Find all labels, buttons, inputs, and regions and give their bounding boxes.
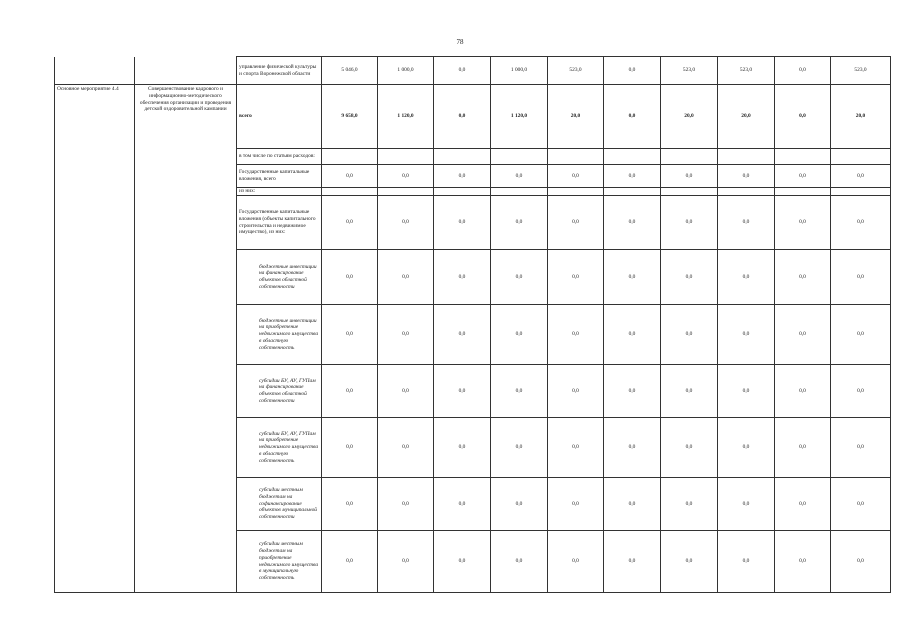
value-cell: 0,0 <box>604 531 661 593</box>
value-cell: 0,0 <box>604 365 661 418</box>
row-label: бюджетные инвестиции на приобретение недвижимого имущества в областную собственность <box>237 305 322 365</box>
value-cell: 0,0 <box>661 418 718 478</box>
value-cell: 0,0 <box>434 57 491 85</box>
value-cell: 0,0 <box>434 478 491 531</box>
value-cell: 0,0 <box>775 250 831 305</box>
table-row <box>55 85 891 149</box>
value-cell: 0,0 <box>378 196 434 250</box>
value-cell: 1 000,0 <box>378 57 434 85</box>
value-cell: 0,0 <box>604 85 661 149</box>
measure-name-cell-continued <box>135 57 237 85</box>
value-cell: 0,0 <box>378 531 434 593</box>
row-label: Государственные капитальные вложения (объекты капитального строительства и недвижимое имущество), из них: <box>237 196 322 250</box>
measure-name-cell: Совершенствование кадрового и информационно-методического обеспечения организации и проведения детской оздоровительной кампании <box>135 85 237 593</box>
value-cell: 0,0 <box>491 478 548 531</box>
value-cell: 0,0 <box>661 305 718 365</box>
value-cell: 0,0 <box>378 478 434 531</box>
value-cell: 0,0 <box>718 305 775 365</box>
value-cell: 523,0 <box>718 57 775 85</box>
value-cell: 0,0 <box>831 165 891 188</box>
value-cell: 0,0 <box>491 196 548 250</box>
value-cell: 0,0 <box>378 365 434 418</box>
value-cell: 0,0 <box>718 365 775 418</box>
value-cell: 0,0 <box>775 365 831 418</box>
value-cell: 1 120,0 <box>491 85 548 149</box>
value-cell: 0,0 <box>434 365 491 418</box>
value-cell: 0,0 <box>775 165 831 188</box>
value-cell: 0,0 <box>831 250 891 305</box>
value-cell: 0,0 <box>491 250 548 305</box>
value-cell: 0,0 <box>661 250 718 305</box>
value-cell: 0,0 <box>775 57 831 85</box>
value-cell: 1 120,0 <box>378 85 434 149</box>
value-cell: 0,0 <box>491 531 548 593</box>
row-label: бюджетные инвестиции на финансирование объектов областной собственности <box>237 250 322 305</box>
row-label: субсидии местным бюджетам на софинансирование объектов муниципальной собственности <box>237 478 322 531</box>
value-cell: 0,0 <box>604 305 661 365</box>
value-cell: 5 046,0 <box>322 57 378 85</box>
value-cell: 0,0 <box>322 250 378 305</box>
value-cell: 0,0 <box>434 196 491 250</box>
value-cell: 0,0 <box>831 305 891 365</box>
value-cell: 0,0 <box>775 531 831 593</box>
value-cell: 0,0 <box>718 165 775 188</box>
value-cell: 0,0 <box>775 305 831 365</box>
value-cell: 0,0 <box>661 196 718 250</box>
value-cell: 0,0 <box>548 305 604 365</box>
row-label: управление физической культуры и спорта Воронежской области <box>237 57 322 85</box>
value-cell: 0,0 <box>378 418 434 478</box>
value-cell: 0,0 <box>434 250 491 305</box>
value-cell: 0,0 <box>322 365 378 418</box>
row-label: в том числе по статьям расходов: <box>237 149 322 165</box>
value-cell: 0,0 <box>604 418 661 478</box>
value-cell: 20,0 <box>548 85 604 149</box>
value-cell: 0,0 <box>434 305 491 365</box>
value-cell: 0,0 <box>548 478 604 531</box>
value-cell: 1 000,0 <box>491 57 548 85</box>
table-row <box>55 57 891 85</box>
budget-table <box>54 56 891 593</box>
value-cell: 0,0 <box>661 531 718 593</box>
value-cell: 20,0 <box>831 85 891 149</box>
value-cell: 0,0 <box>718 196 775 250</box>
value-cell: 0,0 <box>718 478 775 531</box>
value-cell: 20,0 <box>718 85 775 149</box>
value-cell: 0,0 <box>491 165 548 188</box>
value-cell: 523,0 <box>661 57 718 85</box>
value-cell: 0,0 <box>378 250 434 305</box>
value-cell: 0,0 <box>548 165 604 188</box>
measure-cell-continued <box>55 57 135 85</box>
value-cell: 0,0 <box>378 165 434 188</box>
value-cell: 0,0 <box>661 165 718 188</box>
value-cell: 0,0 <box>491 418 548 478</box>
value-cell: 0,0 <box>831 196 891 250</box>
value-cell: 0,0 <box>434 531 491 593</box>
row-label: Государственные капитальные вложения, всего <box>237 165 322 188</box>
value-cell: 9 658,0 <box>322 85 378 149</box>
value-cell: 0,0 <box>661 365 718 418</box>
value-cell: 0,0 <box>831 478 891 531</box>
value-cell: 0,0 <box>322 478 378 531</box>
value-cell: 0,0 <box>378 305 434 365</box>
value-cell: 0,0 <box>661 478 718 531</box>
value-cell: 0,0 <box>604 250 661 305</box>
value-cell: 0,0 <box>604 478 661 531</box>
value-cell: 0,0 <box>604 57 661 85</box>
value-cell: 0,0 <box>322 196 378 250</box>
page-number: 78 <box>456 38 464 46</box>
value-cell: 0,0 <box>548 365 604 418</box>
value-cell: 0,0 <box>831 418 891 478</box>
value-cell: 0,0 <box>322 165 378 188</box>
value-cell: 0,0 <box>548 531 604 593</box>
value-cell: 0,0 <box>831 531 891 593</box>
value-cell: 0,0 <box>322 305 378 365</box>
value-cell: 0,0 <box>604 196 661 250</box>
value-cell: 0,0 <box>434 85 491 149</box>
value-cell: 0,0 <box>718 418 775 478</box>
budget-table-container <box>54 56 866 592</box>
value-cell: 0,0 <box>775 196 831 250</box>
value-cell: 0,0 <box>491 365 548 418</box>
value-cell: 20,0 <box>661 85 718 149</box>
value-cell: 0,0 <box>831 365 891 418</box>
value-cell: 0,0 <box>322 531 378 593</box>
value-cell: 0,0 <box>548 196 604 250</box>
value-cell: 0,0 <box>322 418 378 478</box>
row-label: субсидии БУ, АУ, ГУПам на приобретение недвижимого имущества в областную собственность <box>237 418 322 478</box>
value-cell: 0,0 <box>548 418 604 478</box>
value-cell: 0,0 <box>434 165 491 188</box>
measure-number-cell: Основное мероприятие 4.4 <box>55 85 135 593</box>
value-cell: 0,0 <box>775 418 831 478</box>
value-cell: 0,0 <box>434 418 491 478</box>
value-cell: 0,0 <box>718 250 775 305</box>
row-label: субсидии БУ, АУ, ГУПам на финансирование объектов областной собственности <box>237 365 322 418</box>
value-cell: 0,0 <box>718 531 775 593</box>
row-label: всего <box>237 85 322 149</box>
value-cell: 523,0 <box>548 57 604 85</box>
value-cell: 0,0 <box>604 165 661 188</box>
value-cell: 0,0 <box>775 478 831 531</box>
value-cell: 523,0 <box>831 57 891 85</box>
value-cell: 0,0 <box>775 85 831 149</box>
row-label: субсидии местным бюджетам на приобретение недвижимого имущества в муниципальную собственность <box>237 531 322 593</box>
row-label: из них: <box>237 188 322 196</box>
value-cell: 0,0 <box>491 305 548 365</box>
value-cell: 0,0 <box>548 250 604 305</box>
